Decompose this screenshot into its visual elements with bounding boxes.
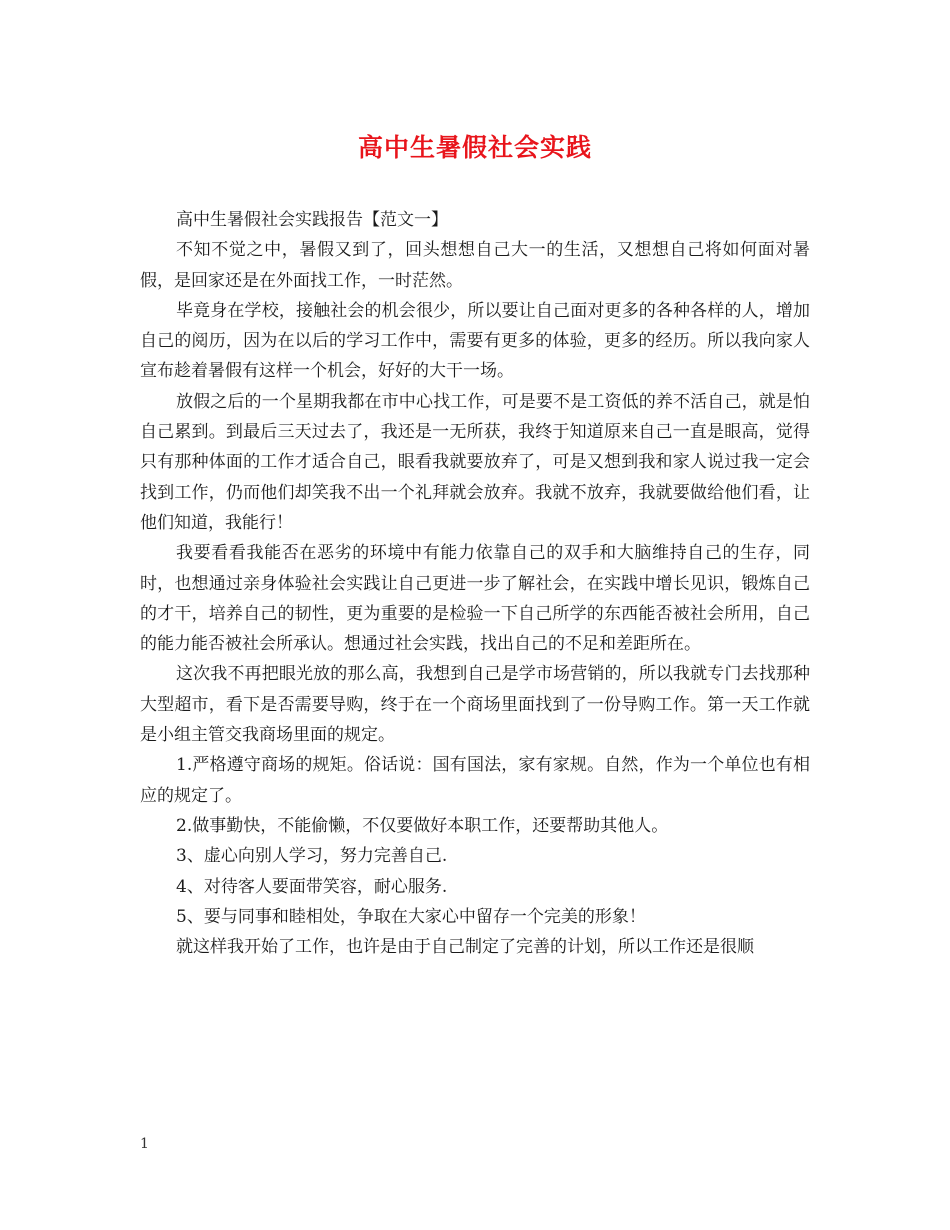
paragraph-3: 毕竟身在学校，接触社会的机会很少，所以要让自己面对更多的各种各样的人，增加自己的阅历，因为在以后的学习工作中，需要有更多的体验，更多的经历。所以我向家人宣布趁着暑假有这样一个机会，好好的大干一场。 <box>140 300 810 382</box>
document-title: 高中生暑假社会实践 <box>357 133 592 162</box>
paragraph-1: 高中生暑假社会实践报告【范文一】 <box>176 210 448 230</box>
paragraph-2: 不知不觉之中，暑假又到了，回头想想自己大一的生活，又想想自己将如何面对暑假，是回家还是在外面找工作，一时茫然。 <box>140 240 810 291</box>
list-item-rule-1: 1.严格遵守商场的规矩。俗话说：国有国法，家有家规。自然，作为一个单位也有相应的规定了。 <box>140 755 810 806</box>
list-item-rule-5: 5、要与同事和睦相处，争取在大家心中留存一个完美的形象！ <box>176 906 646 927</box>
paragraph-4: 放假之后的一个星期我都在市中心找工作，可是要不是工资低的养不活自己，就是怕自己累到。到最后三天过去了，我还是一无所获，我终于知道原来自己一直是眼高，觉得只有那种体面的工作才适合自己，眼看我就要放弃了，可是又想到我和家人说过我一定会找到工作，仍而他们却笑我不出一个礼拜就会放弃。我就不放弃，我就要做给他们看，让他们知道，我能行！ <box>140 391 810 533</box>
paragraph-5: 我要看看我能否在恶劣的环境中有能力依靠自己的双手和大脑维持自己的生存，同时，也想通过亲身体验社会实践让自己更进一步了解社会，在实践中增长见识，锻炼自己的才干，培养自己的韧性，更为重要的是检验一下自己所学的东西能否被社会所用，自己的能力能否被社会所承认。想通过社会实践，找出自己的不足和差距所在。 <box>140 543 810 655</box>
paragraph-closing: 就这样我开始了工作，也许是由于自己制定了完善的计划，所以工作还是很顺 <box>176 937 754 958</box>
list-item-rule-3: 3、虚心向别人学习，努力完善自己. <box>176 846 448 867</box>
paragraph-6: 这次我不再把眼光放的那么高，我想到自己是学市场营销的，所以我就专门去找那种大型超市，看下是否需要导购，终于在一个商场里面找到了一份导购工作。第一天工作就是小组主管交我商场里面的规定。 <box>140 664 810 746</box>
list-item-rule-4: 4、对待客人要面带笑容，耐心服务. <box>176 876 448 897</box>
page-number: 1 <box>140 1136 149 1152</box>
document-body <box>140 205 810 962</box>
list-item-rule-2: 2.做事勤快，不能偷懒，不仅要做好本职工作，还要帮助其他人。 <box>176 815 669 836</box>
